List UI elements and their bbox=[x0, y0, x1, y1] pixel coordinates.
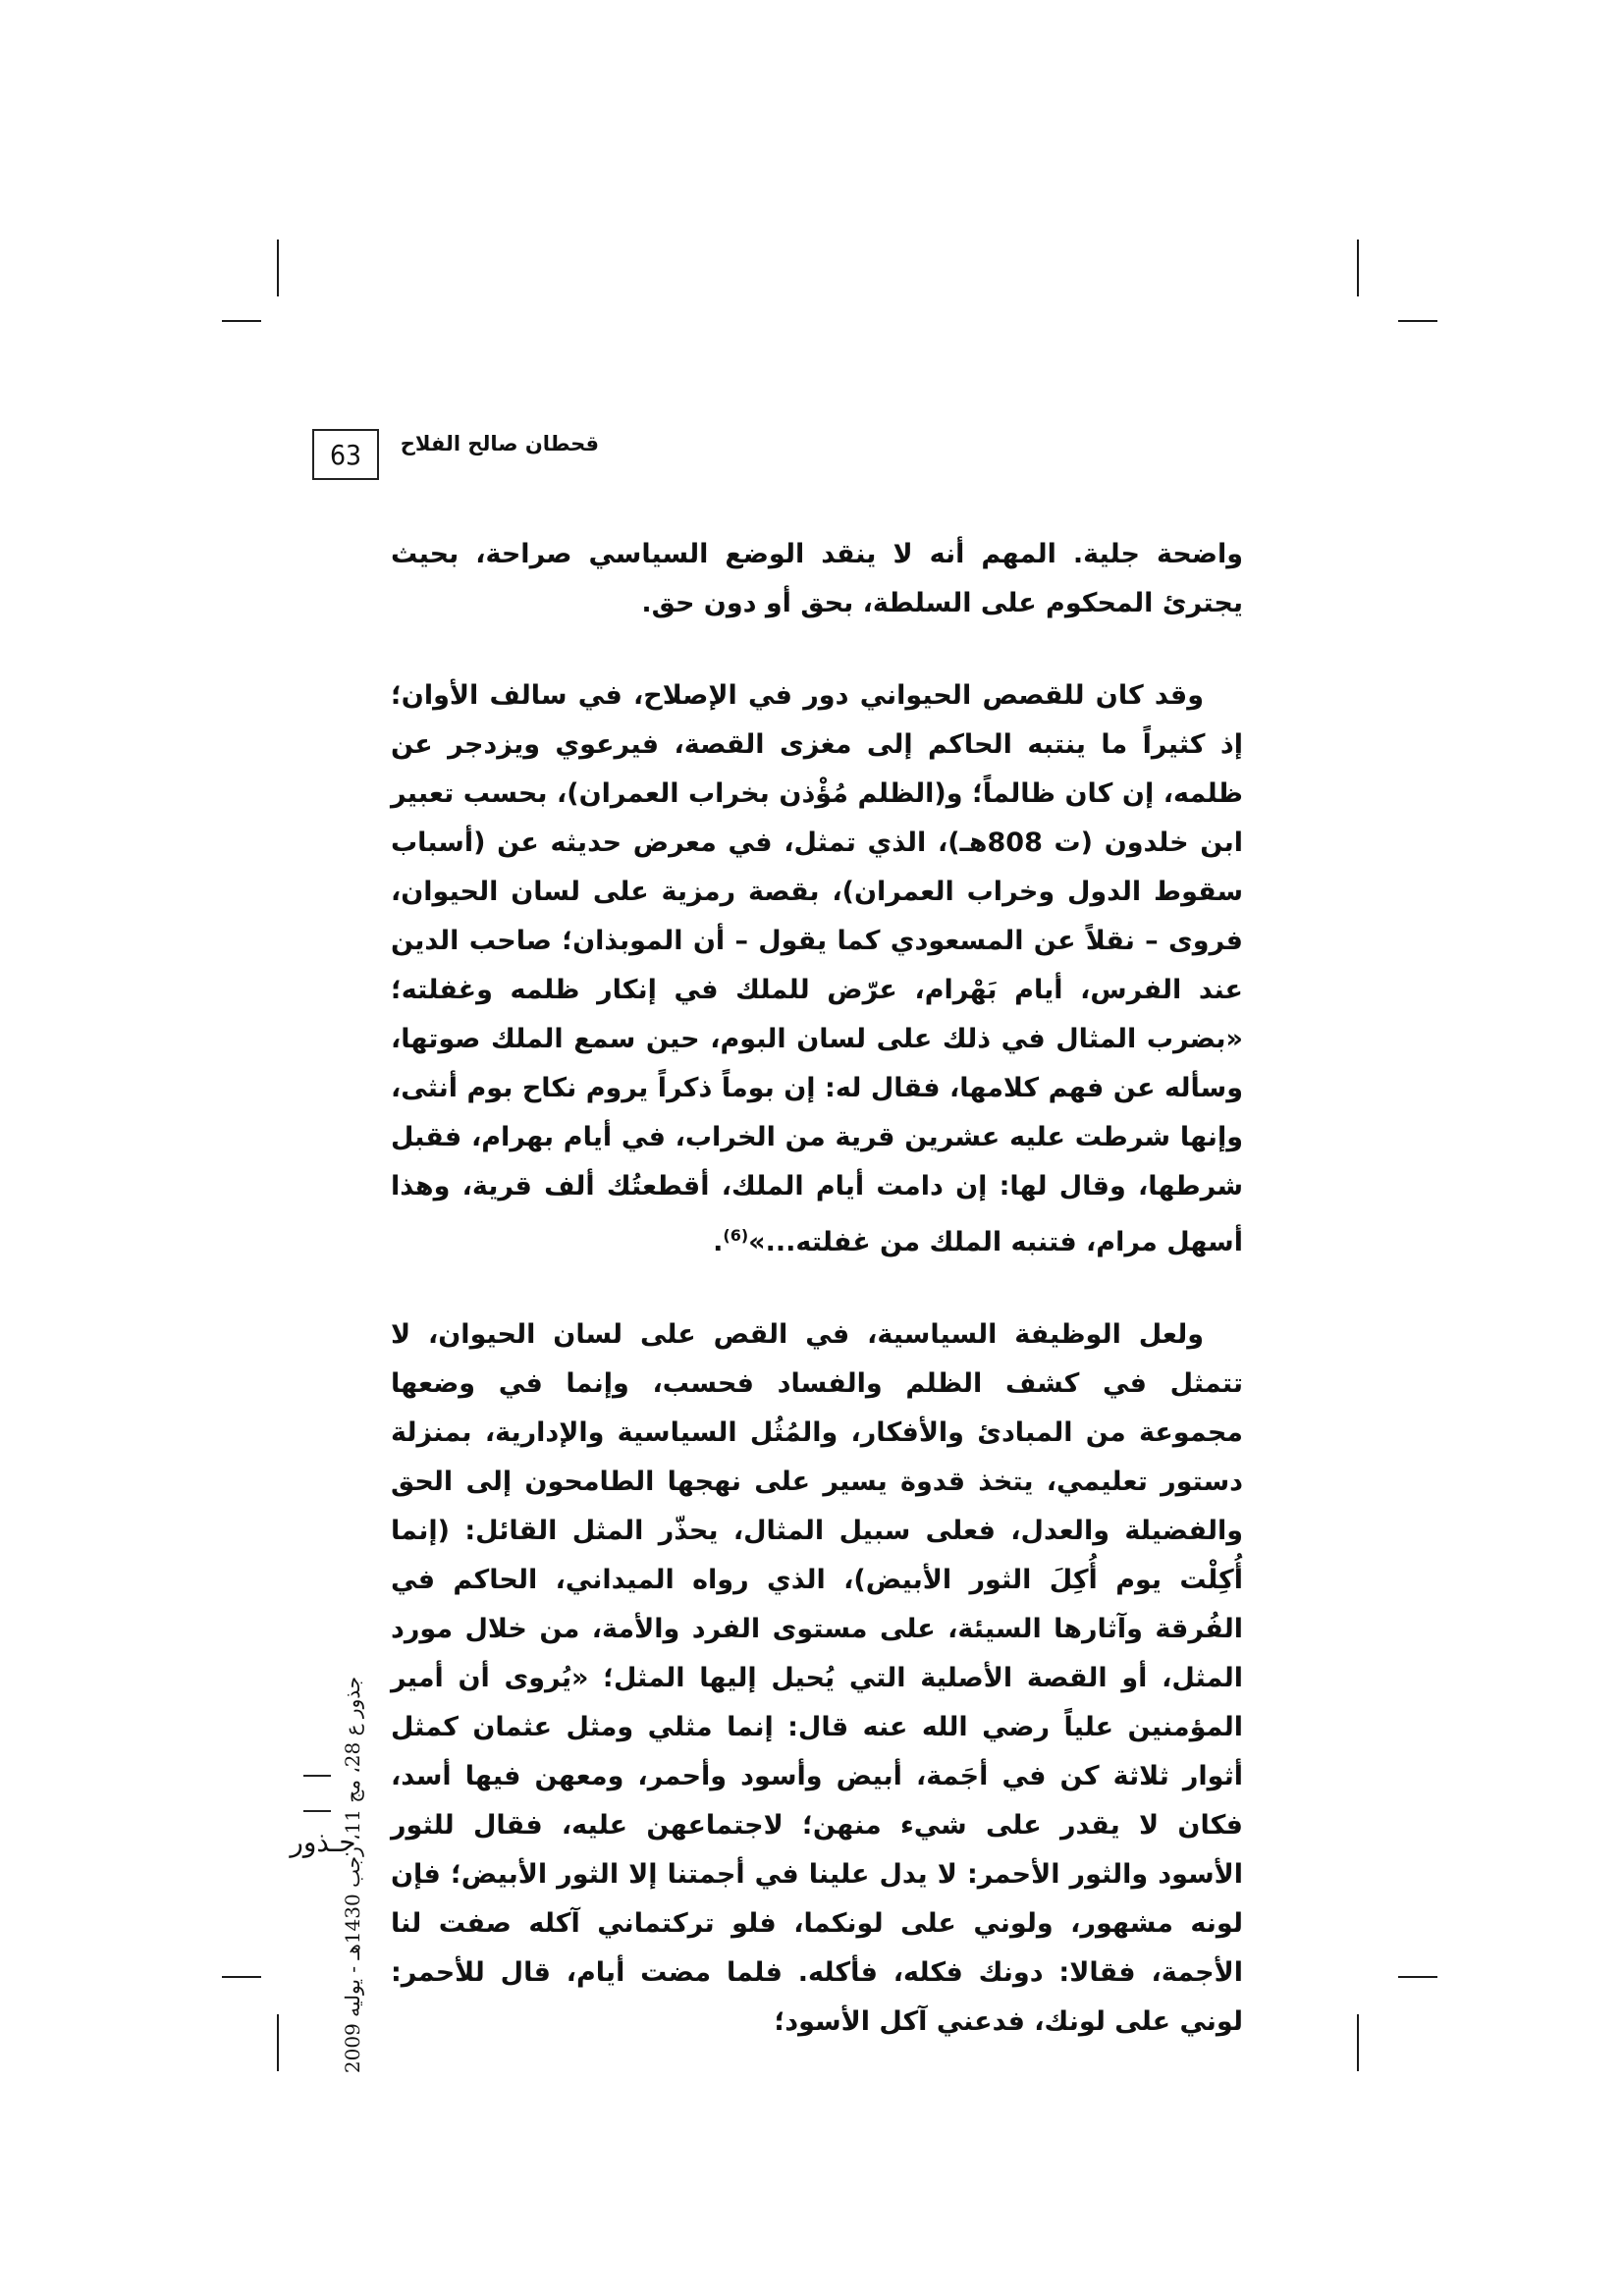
paragraph-2 bbox=[391, 671, 1243, 1267]
journal-logo: جـذور bbox=[290, 1826, 356, 1858]
author-name: قحطان صالح الفلاح bbox=[400, 432, 599, 455]
paragraph-2-text: وقد كان للقصص الحيواني دور في الإصلاح، في سالف الأوان؛ إذ كثيراً ما ينتبه الحاكم إلى مغزى القصة، فيرعوي ويزدجر عن ظلمه، إن كان ظالماً؛ و(الظلم مُؤْذن بخراب العمران)، بحسب تعبير ابن خلدون (ت 808هـ)، الذي تمثل، في معرض حديثه عن (أسباب سقوط الدول وخراب العمران)، بقصة رمزية على لسان الحيوان، فروى – نقلاً عن المسعودي كما يقول – أن الموبذان؛ صاحب الدين عند الفرس، أيام بَهْرام، عرّض للملك في إنكار ظلمه وغفلته؛ «بضرب المثال في ذلك على لسان البوم، حين سمع الملك صوتها، وسأله عن فهم كلامها، فقال له: إن بوماً ذكراً يروم نكاح بوم أنثى، وإنها شرطت عليه عشرين قرية من الخراب، في أيام بهرام، فقبل شرطها، وقال لها: إن دامت أيام الملك، أقطعتُك ألف قرية، وهذا أسهل مرام، فتنبه الملك من غفلته...» bbox=[391, 680, 1243, 1257]
crop-mark bbox=[1398, 1976, 1437, 1978]
paragraph-2-end: . bbox=[713, 1227, 724, 1257]
page-number bbox=[312, 429, 379, 480]
journal-issue-text: جذور ع 28، مج 11، رجب 1430هـ - يوليه 2009 bbox=[341, 1676, 364, 2074]
paragraph-3: ولعل الوظيفة السياسية، في القص على لسان الحيوان، لا تتمثل في كشف الظلم والفساد فحسب، وإنما في وضعها مجموعة من المبادئ والأفكار، والمُثُل السياسية والإدارية، بمنزلة دستور تعليمي، يتخذ قدوة يسير على نهجها الطامحون إلى الحق والفضيلة والعدل، فعلى سبيل المثال، يحذّر المثل القائل: (إنما أُكِلْت يوم أُكِلَ الثور الأبيض)، الذي رواه الميداني، الحاكم في الفُرقة وآثارها السيئة، على مستوى الفرد والأمة، من خلال مورد المثل، أو القصة الأصلية التي يُحيل إليها المثل؛ «يُروى أن أمير المؤمنين علياً رضي الله عنه قال: إنما مثلي ومثل عثمان كمثل أثوار ثلاثة كن في أجَمة، أبيض وأسود وأحمر، ومعهن فيها أسد، فكان لا يقدر على شيء منهن؛ لاجتماعهن عليه، فقال للثور الأسود والثور الأحمر: لا يدل علينا في أجمتنا إلا الثور الأبيض؛ فإن لونه مشهور، ولوني على لونكما، فلو تركتماني آكله صفت لنا الأجمة، فقالا: دونك فكله، فأكله. فلما مضت أيام، قال للأحمر: لوني على لونك، فدعني آكل الأسود؛ bbox=[391, 1319, 1243, 2037]
crop-mark bbox=[277, 240, 279, 296]
crop-mark bbox=[1357, 240, 1359, 296]
article-body bbox=[391, 530, 1243, 2090]
crop-mark bbox=[222, 1976, 261, 1978]
paragraph-1: واضحة جلية. المهم أنه لا ينقد الوضع السياسي صراحة، بحيث يجترئ المحكوم على السلطة، بحق أو دون حق. bbox=[391, 539, 1243, 618]
journal-issue-info bbox=[340, 1620, 365, 2130]
crop-mark bbox=[1398, 320, 1437, 322]
footnote-reference[interactable]: (6) bbox=[723, 1226, 749, 1245]
divider bbox=[303, 1775, 331, 1812]
page-number-text: 63 bbox=[329, 438, 362, 471]
crop-mark bbox=[1357, 2014, 1359, 2071]
crop-mark bbox=[277, 2014, 279, 2071]
crop-mark bbox=[222, 320, 261, 322]
